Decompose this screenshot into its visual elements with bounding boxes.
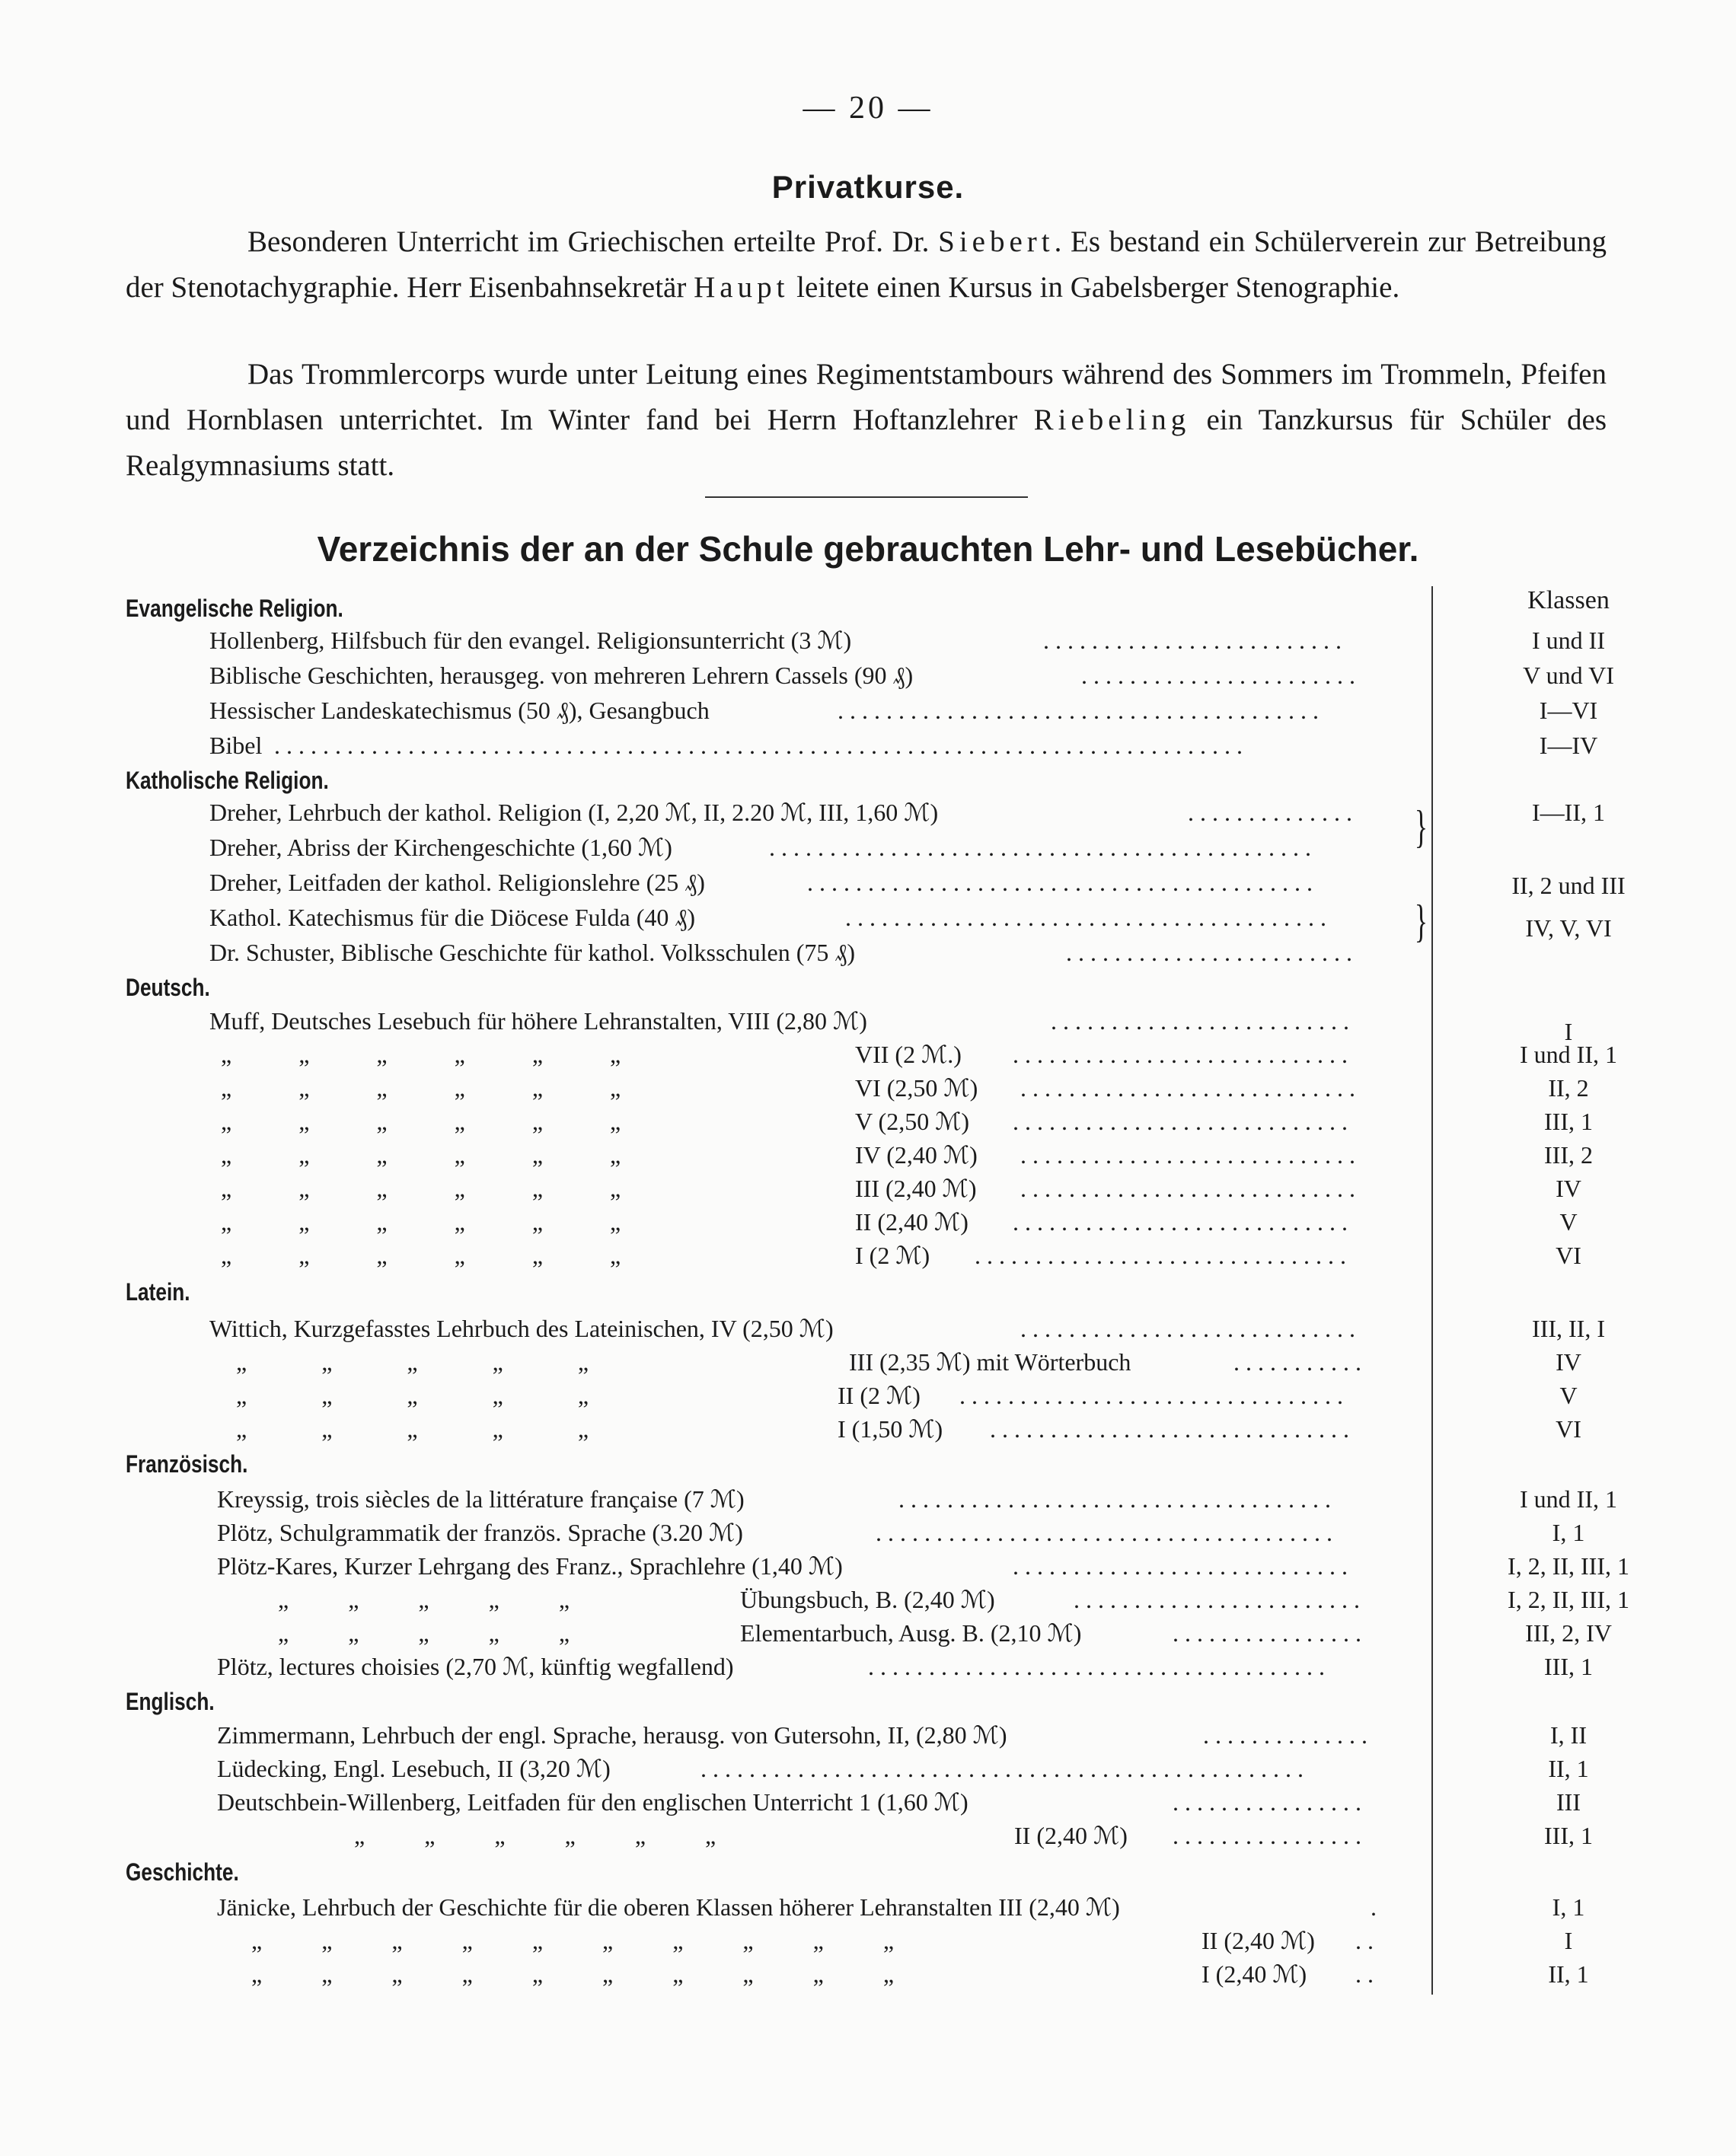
book-row: Zimmermann, Lehrbuch der engl. Sprache, herausg. von Gutersohn, II, (2,80 ℳ) .............. I, II xyxy=(217,1721,1587,1749)
name-riebeling: Riebeling xyxy=(1033,403,1191,436)
book-row: „ „ „ „ „ „ VII (2 ℳ.) ............................ I und II, 1 xyxy=(221,1041,1617,1068)
book-row: Kathol. Katechismus für die Diöcese Fulda (40 ₰) ........................................ IV, V, VI xyxy=(209,904,1612,942)
book-row: „ „ „ „ „ „ III (2,40 ℳ) ............................ IV xyxy=(221,1175,1581,1202)
privatkurse-paragraph-2: Das Trommlercorps wurde unter Leitung eines Regimentstambours während des Sommers im Trommeln, Pfeifen und Hornblasen unterrichtet. Im Winter fand bei Herrn Hoftanzlehrer Riebeling ein Tanzkursus für Schüler des Realgymnasiums statt. xyxy=(126,358,1607,482)
book-row: „ „ „ „ „ „ V (2,50 ℳ) ............................ III, 1 xyxy=(221,1108,1593,1135)
book-row: „ „ „ „ „ Übungsbuch, B. (2,40 ℳ) ........................ I, 2, II, III, 1 xyxy=(278,1586,1629,1613)
section-geschichte: Geschichte. xyxy=(126,1858,239,1886)
book-row: Plötz, lectures choisies (2,70 ℳ, künftig wegfallend) ...................................... III, 1 xyxy=(217,1653,1593,1680)
brace-icon: } xyxy=(1414,896,1428,946)
name-siebert: Siebert xyxy=(938,225,1055,258)
section-evangelische-religion: Evangelische Religion. xyxy=(126,595,343,622)
book-row: „ „ „ „ „ „ VI (2,50 ℳ) ............................ II, 2 xyxy=(221,1074,1589,1102)
section-franzoesisch: Französisch. xyxy=(126,1450,248,1478)
book-row: „ „ „ „ „ „ IV (2,40 ℳ) ............................ III, 2 xyxy=(221,1141,1593,1169)
book-row: Deutschbein-Willenberg, Leitfaden für den englischen Unterricht 1 (1,60 ℳ) ................ III xyxy=(217,1788,1581,1816)
book-row: Dreher, Abriss der Kirchengeschichte (1,60 ℳ) ............................................. xyxy=(209,834,1317,861)
book-row: Plötz-Kares, Kurzer Lehrgang des Franz., Sprachlehre (1,40 ℳ) ............................ I, 2, II, III, 1 xyxy=(217,1552,1629,1580)
book-row: „ „ „ „ „ „ „ „ „ „ II (2,40 ℳ) .. I xyxy=(251,1927,1573,1954)
brace-icon: } xyxy=(1414,802,1428,852)
book-row: „ „ „ „ „ I (1,50 ℳ) .............................. VI xyxy=(236,1415,1581,1443)
book-row: Dr. Schuster, Biblische Geschichte für kathol. Volksschulen (75 ₰) ........................ xyxy=(209,939,1358,966)
section-englisch: Englisch. xyxy=(126,1688,215,1715)
book-row: „ „ „ „ „ „ „ „ „ „ I (2,40 ℳ) .. II, 1 xyxy=(251,1960,1589,1988)
book-row: „ „ „ „ „ „ I (2 ℳ) ............................... VI xyxy=(221,1242,1581,1269)
privatkurse-heading: Privatkurse. xyxy=(771,169,965,205)
book-row: Dreher, Leitfaden der kathol. Religionslehre (25 ₰) .......................................... II, 2 und III xyxy=(209,869,1626,899)
book-row: Hessischer Landeskatechismus (50 ₰), Gesangbuch ........................................ I—VI xyxy=(209,697,1598,724)
book-row: „ „ „ „ „ II (2 ℳ) ................................ V xyxy=(236,1382,1578,1409)
book-row: Wittich, Kurzgefasstes Lehrbuch des Lateinischen, IV (2,50 ℳ) ............................ III, II, I xyxy=(209,1315,1605,1342)
book-row: Jänicke, Lehrbuch der Geschichte für die oberen Klassen höherer Lehranstalten III (2,40 ℳ) . I, 1 xyxy=(217,1893,1585,1921)
book-row: Lüdecking, Engl. Lesebuch, II (3,20 ℳ) .................................................. II, 1 xyxy=(217,1755,1589,1782)
book-row: Dreher, Lehrbuch der kathol. Religion (I, 2,20 ℳ, II, 2.20 ℳ, III, 1,60 ℳ) .............. I—II, 1 xyxy=(209,799,1605,826)
section-latein: Latein. xyxy=(126,1278,190,1306)
section-katholische-religion: Katholische Religion. xyxy=(126,767,329,794)
book-row: „ „ „ „ „ „ II (2,40 ℳ) ............................ V xyxy=(221,1208,1578,1236)
book-row: „ „ „ „ „ III (2,35 ℳ) mit Wörterbuch ........... IV xyxy=(236,1348,1581,1376)
book-row: Muff, Deutsches Lesebuch für höhere Lehranstalten, VIII (2,80 ℳ) ......................... I xyxy=(209,1007,1573,1045)
book-row: Bibel ................................................................................ I—IV xyxy=(209,732,1598,759)
privatkurse-paragraph-1: Besonderen Unterricht im Griechischen erteilte Prof. Dr. Siebert. Es bestand ein Schülerverein zur Betreibung der Stenotachygraphie. Herr Eisenbahnsekretär Haupt leitete einen Kursus in Gabelsberger Stenographie. xyxy=(126,225,1607,304)
page-number: — 20 — xyxy=(803,91,933,126)
verzeichnis-heading: Verzeichnis der an der Schule gebrauchten Lehr- und Lesebücher. xyxy=(317,529,1419,569)
klassen-column-header: Klassen xyxy=(1527,586,1610,614)
book-row: Biblische Geschichten, herausgeg. von mehreren Lehrern Cassels (90 ₰) ....................... V und VI xyxy=(209,662,1614,689)
book-row: Hollenberg, Hilfsbuch für den evangel. Religionsunterricht (3 ℳ) ......................... I und II xyxy=(209,627,1605,654)
book-row: „ „ „ „ „ Elementarbuch, Ausg. B. (2,10 ℳ) ................ III, 2, IV xyxy=(278,1619,1612,1647)
book-row: Plötz, Schulgrammatik der französ. Sprache (3.20 ℳ) ...................................... I, 1 xyxy=(217,1519,1585,1546)
book-row: „ „ „ „ „ „ II (2,40 ℳ) ................ III, 1 xyxy=(354,1822,1593,1849)
section-deutsch: Deutsch. xyxy=(126,974,210,1001)
name-haupt: Haupt xyxy=(694,271,790,304)
section-divider xyxy=(705,496,1028,498)
book-row: Kreyssig, trois siècles de la littérature française (7 ℳ) .................................... I und II, 1 xyxy=(217,1485,1617,1513)
